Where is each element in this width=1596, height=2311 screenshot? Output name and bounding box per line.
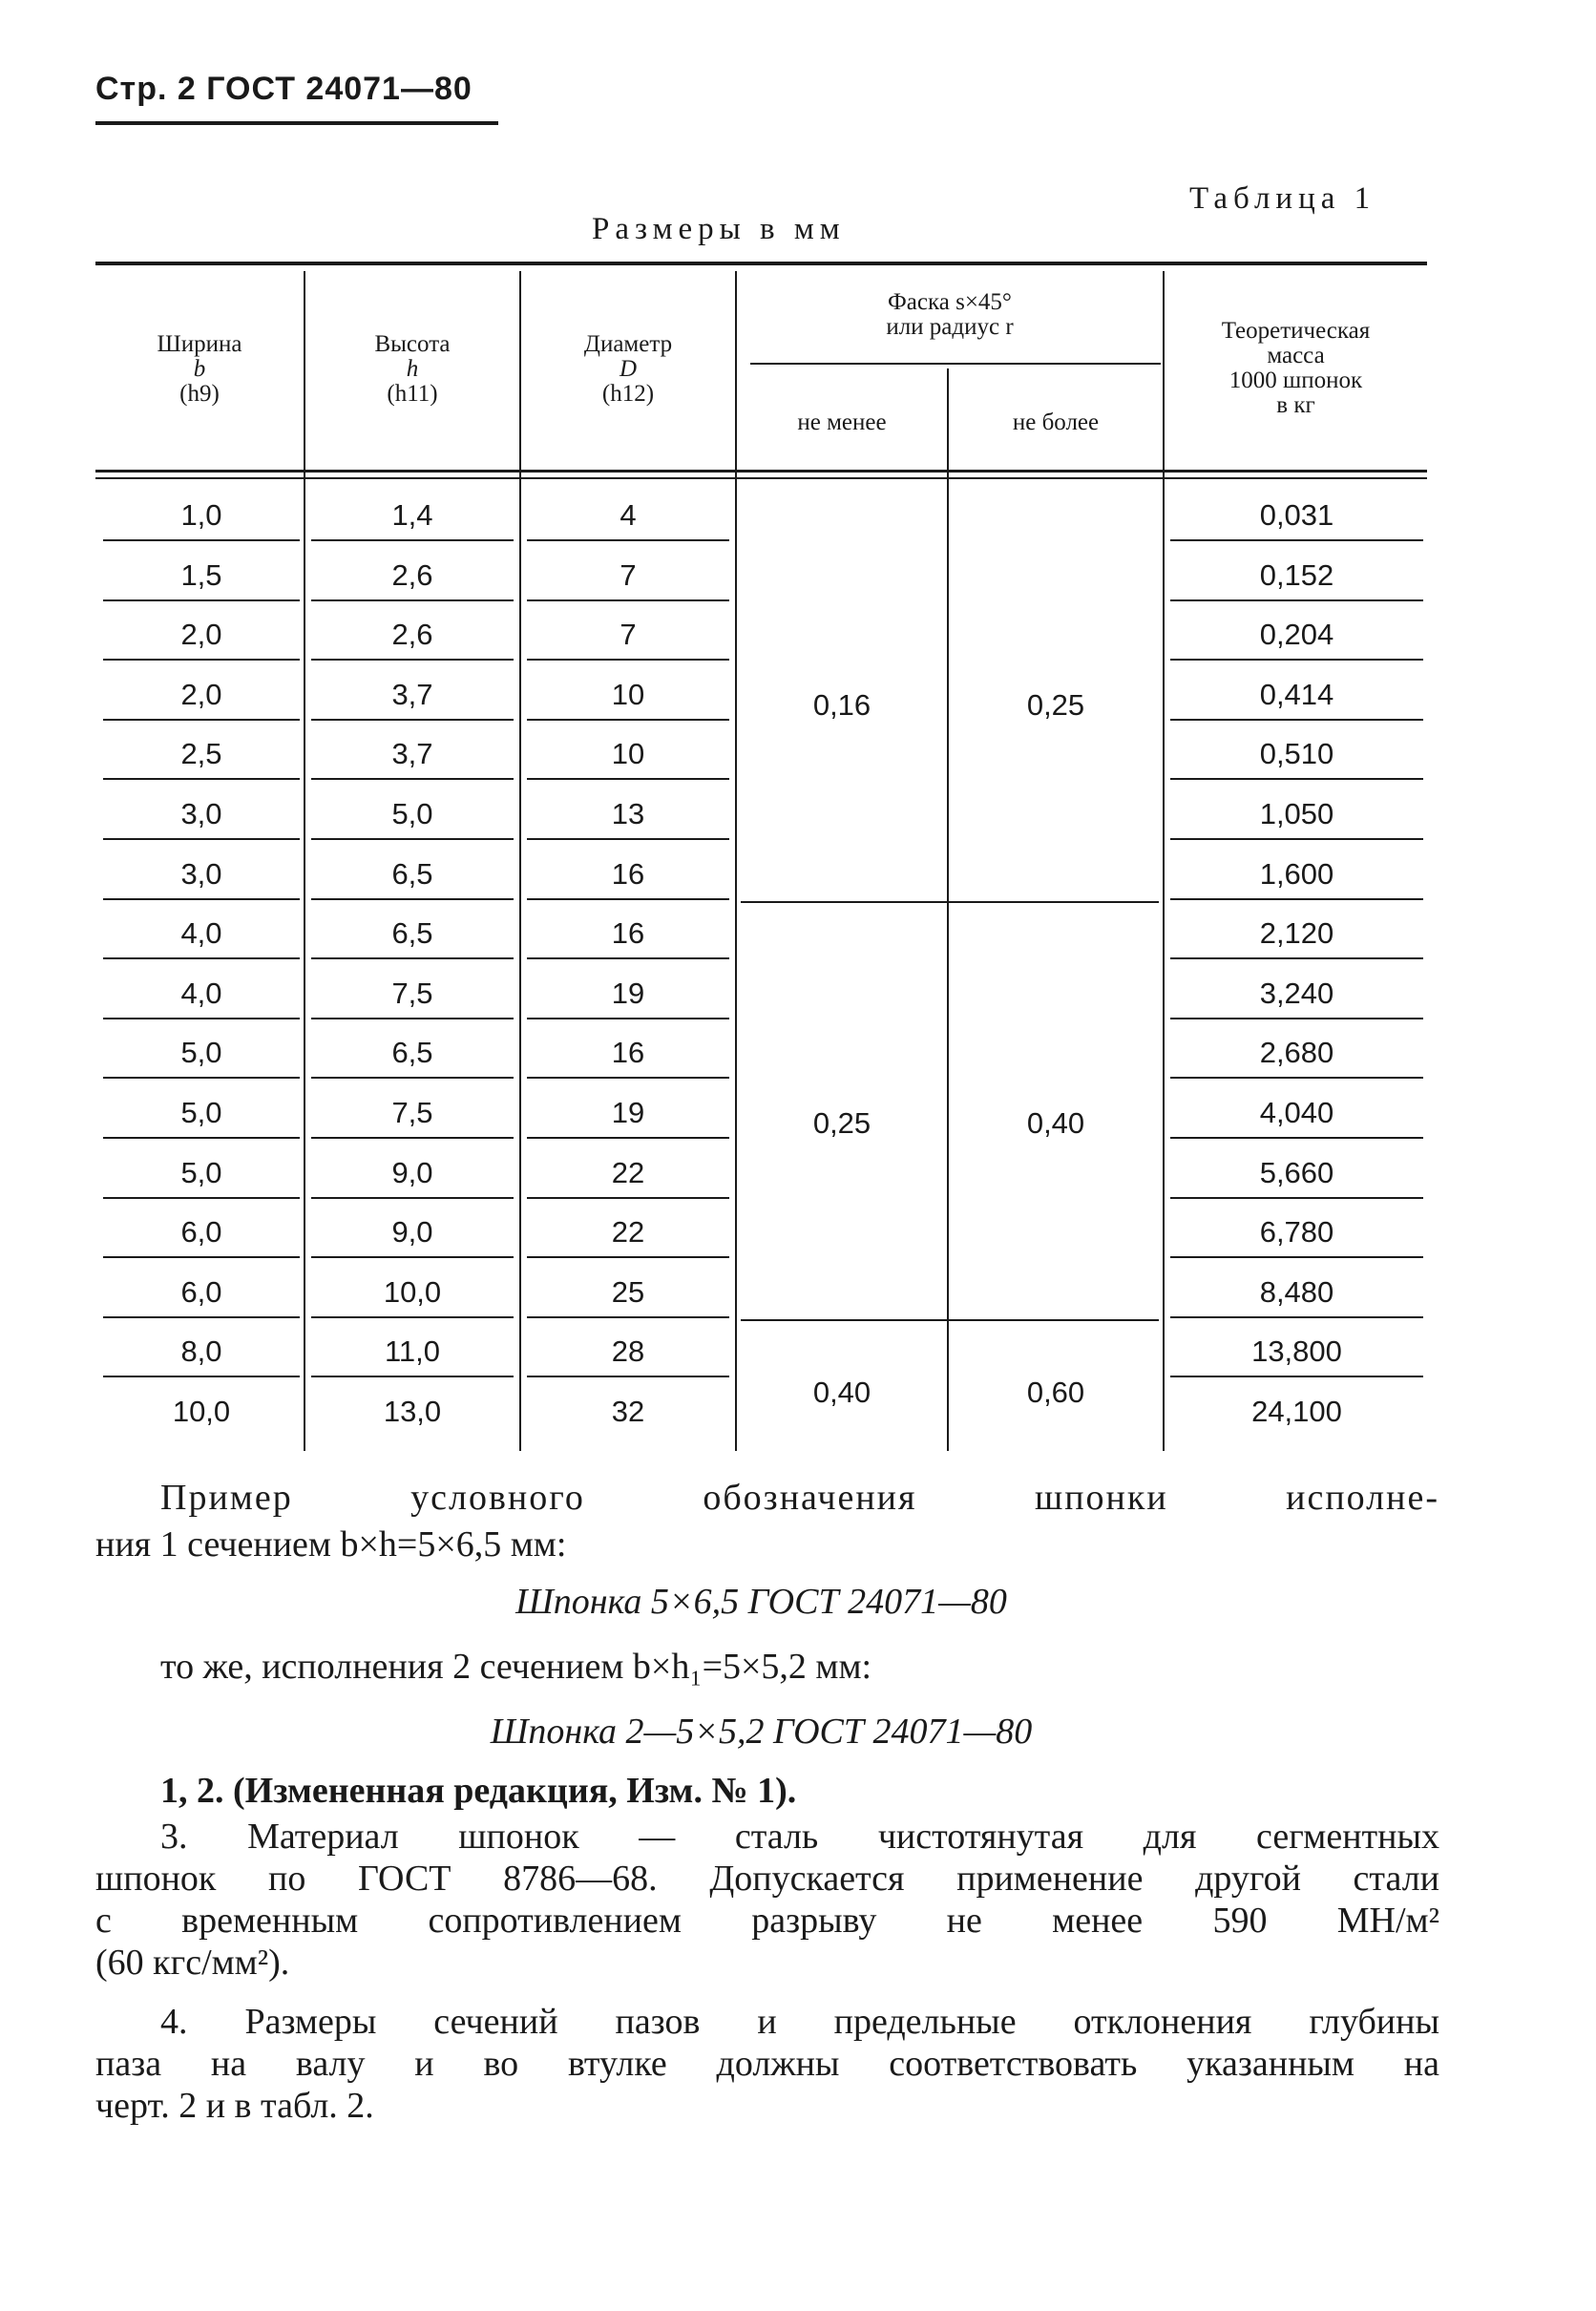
row-underline xyxy=(103,599,300,601)
table-cell: 6,5 xyxy=(391,916,433,951)
same-line: то же, исполнения 2 сечением b×h₁=5×5,2 мм: xyxy=(160,1647,872,1687)
row-underline xyxy=(527,599,729,601)
row-underline xyxy=(1170,719,1423,721)
table-cell: 9,0 xyxy=(391,1215,433,1250)
header-chamfer: Фаска s×45° или радиус r xyxy=(886,289,1014,340)
table-cell: 25 xyxy=(611,1274,645,1309)
page-header: Стр. 2 ГОСТ 24071—80 xyxy=(95,71,472,107)
row-underline xyxy=(527,719,729,721)
revision-note: 1, 2. (Измененная редакция, Изм. № 1). xyxy=(160,1771,797,1811)
chamfer-min-group: 0,40 xyxy=(812,1376,872,1409)
group-divider xyxy=(741,901,1159,903)
table-cell: 4,0 xyxy=(180,916,222,951)
table-cell: 6,5 xyxy=(391,1036,433,1070)
table-cell: 2,680 xyxy=(1259,1036,1334,1070)
row-underline xyxy=(1170,898,1423,900)
table-cell: 4,040 xyxy=(1259,1096,1334,1129)
row-underline xyxy=(103,1316,300,1318)
paragraph-4-line-2: паза на валу и во втулке должны соответствовать указанным на xyxy=(95,2044,1439,2084)
table-cell: 16 xyxy=(611,916,645,951)
row-underline xyxy=(527,1197,729,1199)
row-underline xyxy=(311,659,514,661)
row-underline xyxy=(1170,1018,1423,1019)
row-underline xyxy=(527,539,729,541)
units-caption: Размеры в мм xyxy=(592,212,846,246)
designation-1: Шпонка 5×6,5 ГОСТ 24071—80 xyxy=(515,1582,1007,1622)
row-underline xyxy=(1170,1137,1423,1139)
row-underline xyxy=(1170,1197,1423,1199)
table-header-rule xyxy=(95,470,1427,473)
row-underline xyxy=(311,599,514,601)
table-cell: 5,660 xyxy=(1259,1155,1334,1189)
table-cell: 3,7 xyxy=(391,737,433,771)
table-cell: 0,031 xyxy=(1259,498,1334,532)
table-cell: 4,0 xyxy=(180,976,222,1010)
table-cell: 5,0 xyxy=(180,1096,222,1129)
row-underline xyxy=(1170,1376,1423,1377)
table-cell: 7,5 xyxy=(391,1096,433,1129)
table-cell: 8,0 xyxy=(180,1334,222,1369)
table-cell: 3,240 xyxy=(1259,976,1334,1010)
table-cell: 2,0 xyxy=(180,677,222,711)
table-cell: 7 xyxy=(620,618,637,652)
table-cell: 1,600 xyxy=(1259,856,1334,891)
row-underline xyxy=(527,1376,729,1377)
designation-2: Шпонка 2—5×5,2 ГОСТ 24071—80 xyxy=(490,1712,1033,1752)
row-underline xyxy=(1170,957,1423,959)
row-underline xyxy=(103,957,300,959)
header-rule xyxy=(95,121,498,125)
row-underline xyxy=(103,1018,300,1019)
row-underline xyxy=(103,1077,300,1079)
table-cell: 10,0 xyxy=(172,1395,231,1428)
table-cell: 8,480 xyxy=(1259,1274,1334,1309)
row-underline xyxy=(527,957,729,959)
row-underline xyxy=(527,838,729,840)
example-line-1: Пример условного обозначения шпонки исполне- xyxy=(160,1478,1439,1518)
table-cell: 2,0 xyxy=(180,618,222,652)
table-cell: 1,5 xyxy=(180,557,222,592)
table-cell: 6,0 xyxy=(180,1215,222,1250)
chamfer-min-group: 0,25 xyxy=(812,1106,872,1141)
table-cell: 13 xyxy=(611,797,645,830)
chamfer-subheader-rule xyxy=(750,363,1161,365)
row-underline xyxy=(311,1256,514,1258)
row-underline xyxy=(311,719,514,721)
table-cell: 2,5 xyxy=(180,737,222,771)
row-underline xyxy=(1170,1316,1423,1318)
row-underline xyxy=(527,778,729,780)
row-underline xyxy=(311,1376,514,1377)
table-cell: 1,050 xyxy=(1259,797,1334,830)
row-underline xyxy=(311,957,514,959)
row-underline xyxy=(103,1197,300,1199)
table-cell: 19 xyxy=(611,1096,645,1129)
row-underline xyxy=(311,1137,514,1139)
table-cell: 10 xyxy=(611,677,645,711)
row-underline xyxy=(527,898,729,900)
row-underline xyxy=(103,719,300,721)
table-cell: 3,7 xyxy=(391,677,433,711)
header-diameter: Диаметр D (h12) xyxy=(583,331,673,407)
row-underline xyxy=(103,778,300,780)
header-width: Ширина b (h9) xyxy=(157,331,242,407)
table-cell: 7 xyxy=(620,557,637,592)
table-cell: 2,6 xyxy=(391,618,433,652)
col-divider-5 xyxy=(1163,271,1165,1451)
chamfer-min-group: 0,16 xyxy=(812,688,872,723)
row-underline xyxy=(311,838,514,840)
row-underline xyxy=(1170,838,1423,840)
row-underline xyxy=(103,659,300,661)
row-underline xyxy=(103,1137,300,1139)
row-underline xyxy=(103,898,300,900)
row-underline xyxy=(1170,1256,1423,1258)
example-line-2: ния 1 сечением b×h=5×6,5 мм: xyxy=(95,1524,567,1565)
header-mass: Теоретическая масса 1000 шпонок в кг xyxy=(1221,318,1371,418)
table-header-rule-2 xyxy=(95,477,1427,479)
table-cell: 1,0 xyxy=(180,498,222,532)
row-underline xyxy=(1170,778,1423,780)
table-cell: 11,0 xyxy=(384,1334,441,1369)
col-divider-3 xyxy=(735,271,737,1451)
table-top-rule xyxy=(95,262,1427,265)
row-underline xyxy=(311,1316,514,1318)
table-cell: 22 xyxy=(611,1215,645,1250)
table-caption: Таблица 1 xyxy=(1189,181,1376,216)
row-underline xyxy=(311,1197,514,1199)
group-divider xyxy=(741,1319,1159,1321)
table-cell: 13,0 xyxy=(383,1395,442,1428)
row-underline xyxy=(311,778,514,780)
row-underline xyxy=(103,539,300,541)
chamfer-max-group: 0,40 xyxy=(1026,1106,1085,1141)
table-cell: 10,0 xyxy=(383,1274,442,1309)
header-max: не более xyxy=(1012,410,1100,435)
table-cell: 2,120 xyxy=(1259,916,1334,951)
row-underline xyxy=(1170,539,1423,541)
row-underline xyxy=(527,1137,729,1139)
row-underline xyxy=(527,1316,729,1318)
table-cell: 16 xyxy=(611,1036,645,1070)
row-underline xyxy=(527,1256,729,1258)
header-min: не менее xyxy=(797,410,887,435)
header-height: Высота h (h11) xyxy=(374,331,451,407)
table-cell: 0,510 xyxy=(1259,737,1334,771)
table-cell: 13,800 xyxy=(1251,1334,1342,1369)
paragraph-3-line-3: с временным сопротивлением разрыву не менее 590 МН/м² xyxy=(95,1901,1439,1941)
row-underline xyxy=(1170,1077,1423,1079)
chamfer-max-group: 0,60 xyxy=(1026,1376,1085,1409)
row-underline xyxy=(527,1077,729,1079)
col-divider-4 xyxy=(947,368,949,1451)
table-cell: 5,0 xyxy=(180,1036,222,1070)
table-cell: 5,0 xyxy=(180,1155,222,1189)
paragraph-4-line-3: черт. 2 и в табл. 2. xyxy=(95,2086,374,2126)
row-underline xyxy=(1170,599,1423,601)
row-underline xyxy=(527,1018,729,1019)
row-underline xyxy=(311,1077,514,1079)
table-cell: 0,204 xyxy=(1259,618,1334,652)
row-underline xyxy=(311,898,514,900)
col-divider-2 xyxy=(519,271,521,1451)
table-cell: 28 xyxy=(611,1334,645,1369)
paragraph-3-line-2: шпонок по ГОСТ 8786—68. Допускается применение другой стали xyxy=(95,1859,1439,1899)
row-underline xyxy=(103,838,300,840)
table-cell: 6,5 xyxy=(391,856,433,891)
table-cell: 3,0 xyxy=(180,797,222,830)
row-underline xyxy=(311,539,514,541)
table-cell: 6,780 xyxy=(1259,1215,1334,1250)
paragraph-4-line-1: 4. Размеры сечений пазов и предельные отклонения глубины xyxy=(160,2002,1439,2042)
row-underline xyxy=(103,1376,300,1377)
table-cell: 2,6 xyxy=(391,557,433,592)
table-cell: 3,0 xyxy=(180,856,222,891)
col-divider-1 xyxy=(304,271,305,1451)
table-cell: 0,414 xyxy=(1259,677,1334,711)
table-cell: 22 xyxy=(611,1155,645,1189)
row-underline xyxy=(527,659,729,661)
table-cell: 5,0 xyxy=(391,797,433,830)
table-cell: 32 xyxy=(611,1395,645,1428)
table-cell: 19 xyxy=(611,976,645,1010)
row-underline xyxy=(103,1256,300,1258)
table-cell: 7,5 xyxy=(391,976,433,1010)
table-cell: 24,100 xyxy=(1251,1395,1342,1428)
table-cell: 6,0 xyxy=(180,1274,222,1309)
table-cell: 9,0 xyxy=(391,1155,433,1189)
chamfer-max-group: 0,25 xyxy=(1026,688,1085,723)
paragraph-3-line-1: 3. Материал шпонок — сталь чистотянутая для сегментных xyxy=(160,1817,1439,1857)
table-cell: 16 xyxy=(611,856,645,891)
row-underline xyxy=(1170,659,1423,661)
table-cell: 1,4 xyxy=(391,498,433,532)
table-cell: 4 xyxy=(620,498,637,532)
row-underline xyxy=(311,1018,514,1019)
table-cell: 10 xyxy=(611,737,645,771)
table-cell: 0,152 xyxy=(1259,557,1334,592)
paragraph-3-line-4: (60 кгс/мм²). xyxy=(95,1943,290,1983)
